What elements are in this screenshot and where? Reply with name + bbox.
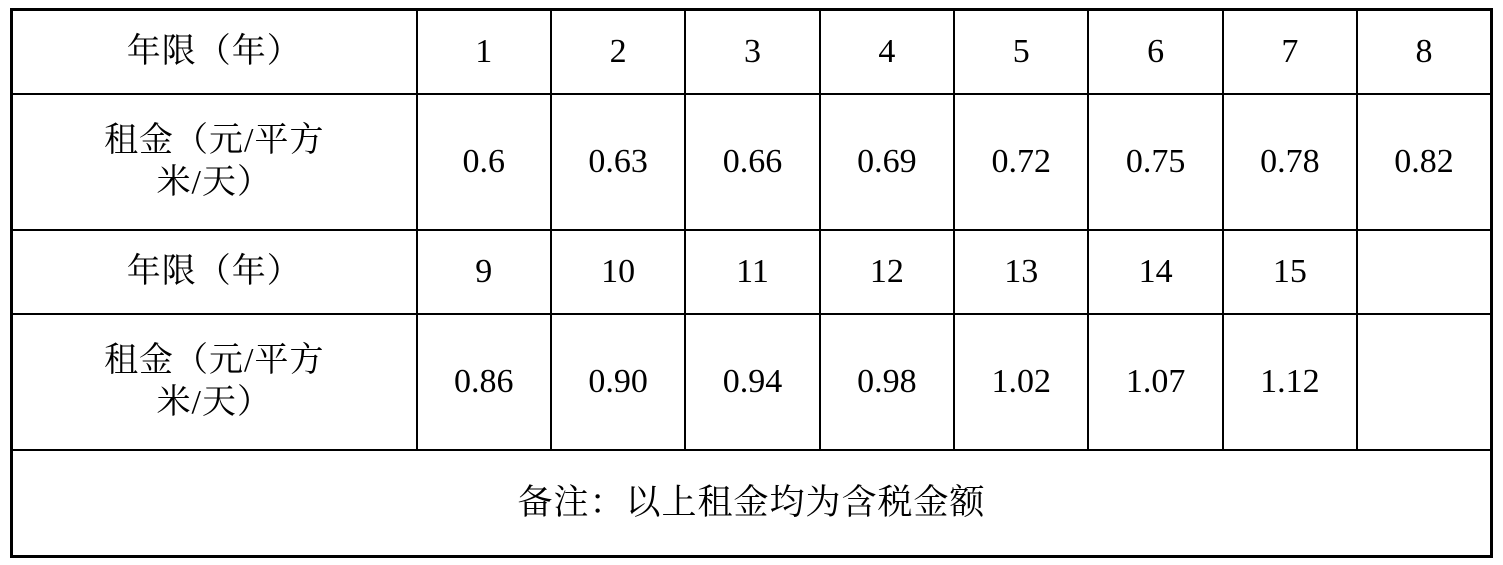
year-value: 2: [551, 10, 685, 95]
rent-value: 0.98: [820, 314, 954, 450]
year-value: 12: [820, 230, 954, 314]
year-value: 15: [1223, 230, 1357, 314]
row-label-rent-2: [12, 314, 417, 450]
table-row-rent-2: [12, 314, 1492, 450]
table-row-years-2: [12, 230, 1492, 314]
row-label-rent-1-line1: 租金（元/平方: [104, 121, 325, 159]
year-value: 8: [1357, 10, 1491, 95]
year-value: 10: [551, 230, 685, 314]
year-value: 9: [417, 230, 551, 314]
rent-value-empty: [1357, 314, 1491, 450]
table-row-years-1: [12, 10, 1492, 95]
rent-value: 0.63: [551, 94, 685, 230]
rent-value: 0.6: [417, 94, 551, 230]
rent-value: 0.66: [685, 94, 819, 230]
table-row-rent-1: [12, 94, 1492, 230]
rent-value: 1.07: [1088, 314, 1222, 450]
rent-value: 0.69: [820, 94, 954, 230]
rent-price-table: [10, 8, 1493, 558]
year-value-empty: [1357, 230, 1491, 314]
year-value: 5: [954, 10, 1088, 95]
rent-value: 0.94: [685, 314, 819, 450]
rent-value: 0.72: [954, 94, 1088, 230]
year-value: 3: [685, 10, 819, 95]
row-label-rent-1-line2: 米/天）: [156, 164, 273, 201]
year-value: 14: [1088, 230, 1222, 314]
year-value: 1: [417, 10, 551, 95]
row-label-years-1: 年限（年）: [12, 10, 417, 95]
table-row-note: [12, 450, 1492, 557]
rent-value: 1.02: [954, 314, 1088, 450]
year-value: 6: [1088, 10, 1222, 95]
rent-value: 0.75: [1088, 94, 1222, 230]
rent-value: 0.90: [551, 314, 685, 450]
year-value: 4: [820, 10, 954, 95]
year-value: 7: [1223, 10, 1357, 95]
row-label-rent-1: [12, 94, 417, 230]
year-value: 13: [954, 230, 1088, 314]
row-label-years-2: 年限（年）: [12, 230, 417, 314]
table-note: 备注：以上租金均为含税金额: [12, 450, 1492, 557]
rent-value: 0.78: [1223, 94, 1357, 230]
rent-value: 0.86: [417, 314, 551, 450]
rent-value: 0.82: [1357, 94, 1491, 230]
year-value: 11: [685, 230, 819, 314]
row-label-rent-2-line1: 租金（元/平方: [104, 341, 325, 379]
rent-value: 1.12: [1223, 314, 1357, 450]
row-label-rent-2-line2: 米/天）: [156, 384, 273, 421]
